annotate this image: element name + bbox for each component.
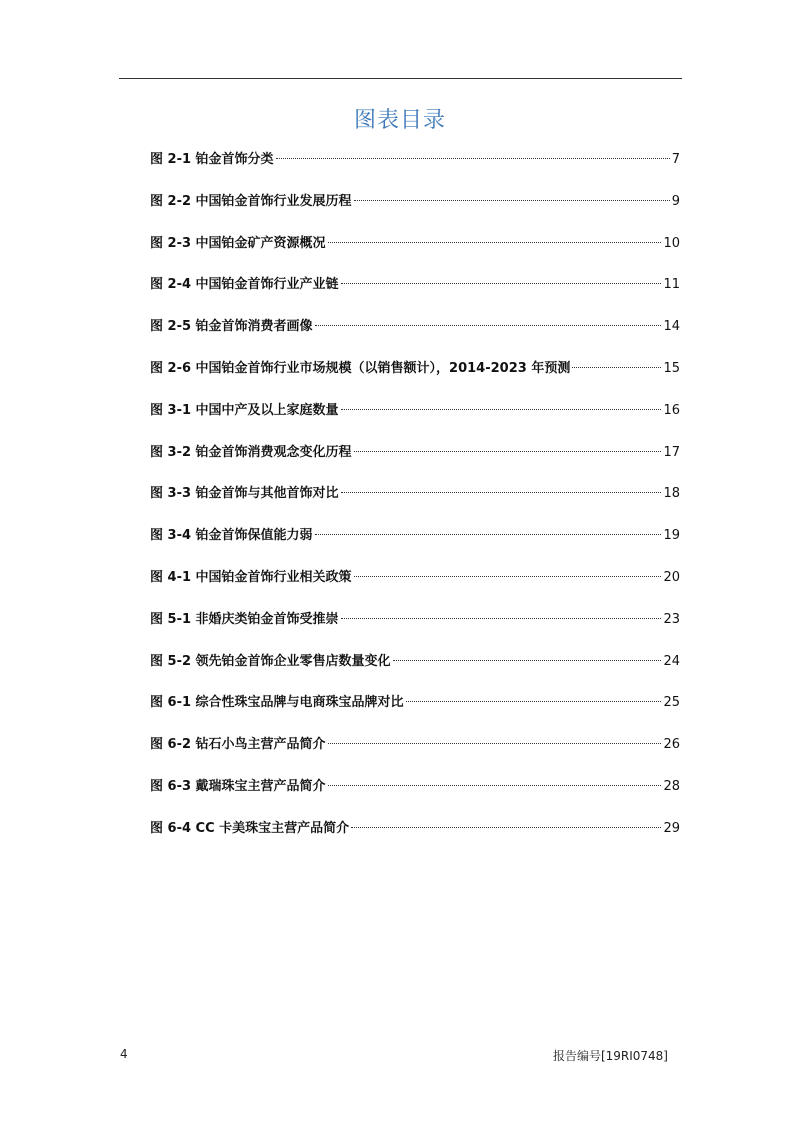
toc-entry-label: 图 5-2 领先铂金首饰企业零售店数量变化 <box>150 653 391 669</box>
toc-entry-label: 图 2-4 中国铂金首饰行业产业链 <box>150 277 339 293</box>
toc-entry-page: 26 <box>663 737 680 753</box>
dot-leader <box>276 158 670 159</box>
toc-entry-page: 16 <box>663 402 680 418</box>
toc-entry-label: 图 2-5 铂金首饰消费者画像 <box>150 319 313 335</box>
toc-entry[interactable] <box>150 275 680 317</box>
toc-entry[interactable] <box>150 317 680 359</box>
toc-entry[interactable] <box>150 443 680 485</box>
toc-entry[interactable] <box>150 234 680 276</box>
toc-entry-label: 图 6-2 钻石小鸟主营产品简介 <box>150 737 326 753</box>
dot-leader <box>406 701 662 702</box>
toc-entry[interactable] <box>150 652 680 694</box>
toc-entry-page: 28 <box>663 778 680 794</box>
toc-entry-label: 图 3-3 铂金首饰与其他首饰对比 <box>150 486 339 502</box>
dot-leader <box>328 785 662 786</box>
toc-entry-page: 24 <box>663 653 680 669</box>
footer-page-number: 4 <box>120 1047 128 1061</box>
toc-entry-label: 图 2-2 中国铂金首饰行业发展历程 <box>150 193 352 209</box>
toc-entry-page: 29 <box>663 820 680 836</box>
dot-leader <box>315 534 662 535</box>
toc-entry-page: 9 <box>671 193 680 209</box>
dot-leader <box>341 492 662 493</box>
toc-entry[interactable] <box>150 401 680 443</box>
dot-leader <box>341 409 662 410</box>
toc-entry[interactable] <box>150 192 680 234</box>
toc-entry[interactable] <box>150 568 680 610</box>
dot-leader <box>328 242 662 243</box>
toc-entry-label: 图 4-1 中国铂金首饰行业相关政策 <box>150 569 352 585</box>
dot-leader <box>341 618 662 619</box>
header-rule <box>119 78 682 79</box>
toc-entry-label: 图 6-3 戴瑞珠宝主营产品简介 <box>150 778 326 794</box>
toc-entry[interactable] <box>150 526 680 568</box>
toc-entry-label: 图 6-1 综合性珠宝品牌与电商珠宝品牌对比 <box>150 695 404 711</box>
toc-entry-label: 图 3-4 铂金首饰保值能力弱 <box>150 528 313 544</box>
toc-entry[interactable] <box>150 150 680 192</box>
toc-entry-page: 11 <box>663 277 680 293</box>
toc-entry-label: 图 2-1 铂金首饰分类 <box>150 152 274 167</box>
toc-entry-label: 图 3-1 中国中产及以上家庭数量 <box>150 402 339 418</box>
toc-entry-page: 14 <box>663 319 680 335</box>
footer-report-id: 报告编号[19RI0748] <box>552 1049 668 1063</box>
toc-entry-page: 23 <box>663 611 680 627</box>
toc-entry-label: 图 2-3 中国铂金矿产资源概况 <box>150 235 326 251</box>
toc-entry-label: 图 5-1 非婚庆类铂金首饰受推崇 <box>150 611 339 627</box>
toc-entry[interactable] <box>150 777 680 819</box>
toc-entry-page: 15 <box>663 360 680 376</box>
toc-entry[interactable] <box>150 610 680 652</box>
dot-leader <box>328 743 662 744</box>
toc-entry-page: 10 <box>663 235 680 251</box>
dot-leader <box>341 283 662 284</box>
toc-list <box>150 150 680 861</box>
dot-leader <box>393 660 662 661</box>
page-title: 图表目录 <box>353 108 446 133</box>
dot-leader <box>354 451 662 452</box>
dot-leader <box>354 576 662 577</box>
toc-entry-page: 18 <box>663 486 680 502</box>
dot-leader <box>351 827 661 828</box>
toc-entry[interactable] <box>150 819 680 861</box>
toc-entry-page: 19 <box>663 528 680 544</box>
toc-entry-label: 图 2-6 中国铂金首饰行业市场规模（以销售额计），2014-2023 年预测 <box>150 360 571 376</box>
dot-leader <box>572 367 661 368</box>
toc-entry-page: 25 <box>663 695 680 711</box>
toc-entry[interactable] <box>150 484 680 526</box>
toc-entry[interactable] <box>150 359 680 401</box>
toc-entry[interactable] <box>150 693 680 735</box>
toc-entry-page: 17 <box>663 444 680 460</box>
dot-leader <box>315 325 662 326</box>
toc-entry-label: 图 6-4 CC 卡美珠宝主营产品简介 <box>150 820 350 836</box>
toc-entry-label: 图 3-2 铂金首饰消费观念变化历程 <box>150 444 352 460</box>
toc-entry-page: 7 <box>671 152 680 167</box>
toc-entry[interactable] <box>150 735 680 777</box>
toc-entry-page: 20 <box>663 569 680 585</box>
dot-leader <box>354 200 670 201</box>
